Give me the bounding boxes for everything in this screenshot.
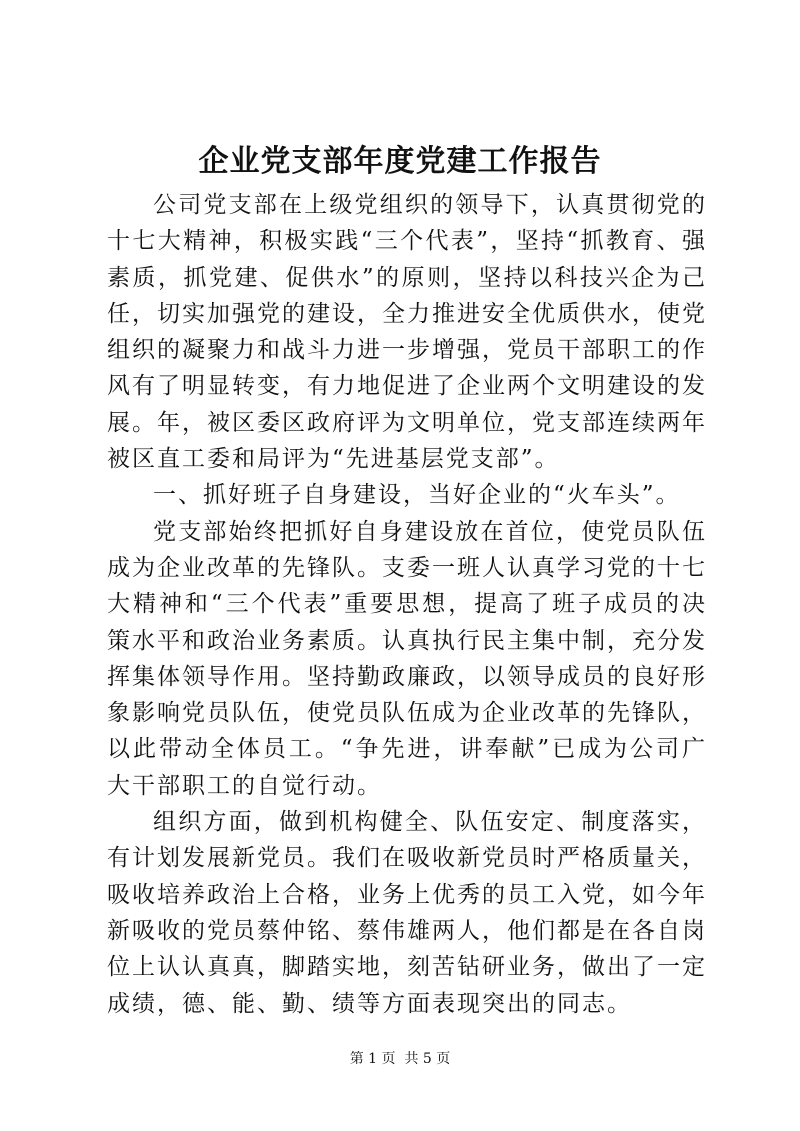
paragraph-intro: 公司党支部在上级党组织的领导下，认真贯彻党的十七大精神，积极实践“三个代表”，坚持“抓教育、强素质，抓党建、促供水”的原则，坚持以科技兴企为己任，切实加强党的建设，全力推进安全优质供水，使党组织的凝聚力和战斗力进一步增强，党员干部职工的作风有了明显转变，有力地促进了企业两个文明建设的发展。年，被区委区政府评为文明单位，党支部连续两年被区直工委和局评为“先进基层党支部”。 (107, 192, 707, 473)
paragraph-leadership: 党支部始终把抓好自身建设放在首位，使党员队伍成为企业改革的先锋队。支委一班人认真学习党的十七大精神和“三个代表”重要思想，提高了班子成员的决策水平和政治业务素质。认真执行民主集中制，充分发挥集体领导作用。坚持勤政廉政，以领导成员的良好形象影响党员队伍，使党员队伍成为企业改革的先锋队，以此带动全体员工。“争先进，讲奉献”已成为公司广大干部职工的自觉行动。 (107, 518, 707, 799)
page-footer (0, 1049, 800, 1069)
document-body (107, 187, 707, 1022)
paragraph-organization: 组织方面，做到机构健全、队伍安定、制度落实，有计划发展新党员。我们在吸收新党员时严格质量关，吸收培养政治上合格，业务上优秀的员工入党，如今年新吸收的党员蔡仲铭、蔡伟雄两人，他们都是在各自岗位上认认真真，脚踏实地，刻苦钻研业务，做出了一定成绩，德、能、勤、绩等方面表现突出的同志。 (107, 809, 707, 1017)
page-number: 第 1 页 共 5 页 (349, 1051, 451, 1067)
section-heading-1: 一、抓好班子自身建设，当好企业的“火车头”。 (153, 482, 681, 509)
document-title: 企业党支部年度党建工作报告 (198, 144, 602, 179)
